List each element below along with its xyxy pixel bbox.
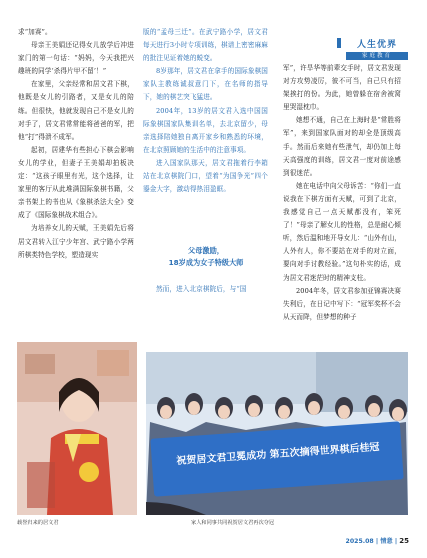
- paragraph: 然而，进入北京棋院后，与“国: [156, 285, 247, 293]
- paragraph: 在家里，父亲经常和居文君下棋，他既是女儿的引路者，又是女儿的陪练。但很快，他就发现自己不是女儿的对手了，居文君常常能将爸爸的军，把他“打”得溃不成军。: [18, 80, 134, 141]
- article-column-3: [283, 62, 401, 324]
- section-badge: [346, 37, 408, 61]
- paragraph: 母亲王美娟还记得女儿放学后冲进家门的第一句话：“妈妈，今天我把兴趣班的同学‘杀得片甲不留’！”: [18, 41, 134, 76]
- article-column-2: [143, 26, 268, 196]
- page-number: 25: [399, 537, 409, 545]
- caption-left: 载誉归来的居文君: [17, 520, 59, 526]
- paragraph: 8岁那年，居文君在拿手的国际象棋国家队主教练诚叔意门下，在名师的指导下，她的棋艺突飞猛进。: [143, 67, 268, 102]
- paragraph: 她在电话中向父母诉苦：“你们一直说我在下棋方面有天赋，可到了北京，我感觉自己一点天赋都没有，笨死了！”母亲了解女儿的性格，总是耐心倾听，然后温和地开导女儿：“山外有山，人外有人，你不要站在对手的对立面，要向对手讨教经验。”这句朴实的话，成为居文君迷茫时的精神支柱。: [283, 181, 401, 282]
- article-column-1: [18, 26, 134, 262]
- issue-label: 2025.08 | 情意 |: [345, 538, 398, 545]
- pullquote-line-2: 18岁成为女子特级大师: [168, 258, 244, 267]
- paragraph: 为培养女儿的天赋，王美娟先后将居文君转入江宁少年宫、武宁路小学两所棋类特色学校，塑造现实: [18, 224, 134, 259]
- badge-accent-bar: [337, 38, 341, 48]
- paragraph: 起初，居建华有些担心下棋会影响女儿的学业，但妻子王美娟却拍板决定：“这孩子眼里有光，这个选择，让家里的客厅从此堆满国际象棋书籍，父亲书架上的书也从《象棋杀法大全》变成了《国际象棋战术组合》。: [18, 145, 134, 220]
- paragraph: 军”，许旱华等前辈交手时，居文君发现对方攻势凌厉，彼不可当，自己只有招架挨打的份。为此，她曾躲在宿舍被窝里哭湿枕巾。: [283, 64, 401, 112]
- paragraph: 她想不通，自己在上海时是“常胜将军”，来到国家队面对的却全是顶级高手。然而后来她有些泄气，却仍加上每天高强度的训练，居文君一度对前途感到很迷茫。: [283, 116, 401, 177]
- paragraph: 2004年，13岁的居文君入选中国国际象棋国家队集训名单，去北京留少，母亲选择陪她独自离开家乡和熟悉的环境，在北京照顾她的生活中的注意事项。: [143, 106, 268, 154]
- caption-right: 家人和同事共同祝贺居文君再次夺冠: [191, 520, 275, 526]
- portrait-illustration: [17, 342, 137, 515]
- celebration-banner-text: 祝贺居文君卫冕成功 第五次摘得世界棋后桂冠: [176, 441, 380, 468]
- article-column-2-tail: [143, 283, 268, 296]
- section-subtitle: 家庭教育: [346, 52, 408, 60]
- paragraph: 进入国家队那天，居文君拖着行李箱站在北京棋院门口，望着“为国争光”四个鎏金大字，激动得热泪盈眶。: [143, 158, 268, 194]
- paragraph: 求“加赛”。: [18, 28, 52, 36]
- photo-portrait: [17, 342, 137, 515]
- section-title: 人生优界: [356, 40, 397, 50]
- celebration-illustration: [146, 352, 408, 515]
- pullquote-line-1: 父母激励，: [188, 246, 224, 255]
- paragraph: 2004年冬，居文君参加亚锦赛决赛失利后，在日记中写下：“冠军奖杯不会从天而降，但梦想的种子: [283, 286, 401, 321]
- paragraph: 版的“孟母三迁”。在武宁路小学，居文君每天进行3小时专项训练，棋谱上密密麻麻的批注见证着她的蜕变。: [143, 28, 268, 63]
- page-footer: [346, 536, 409, 545]
- photo-celebration: [146, 352, 408, 515]
- pullquote: [145, 245, 267, 269]
